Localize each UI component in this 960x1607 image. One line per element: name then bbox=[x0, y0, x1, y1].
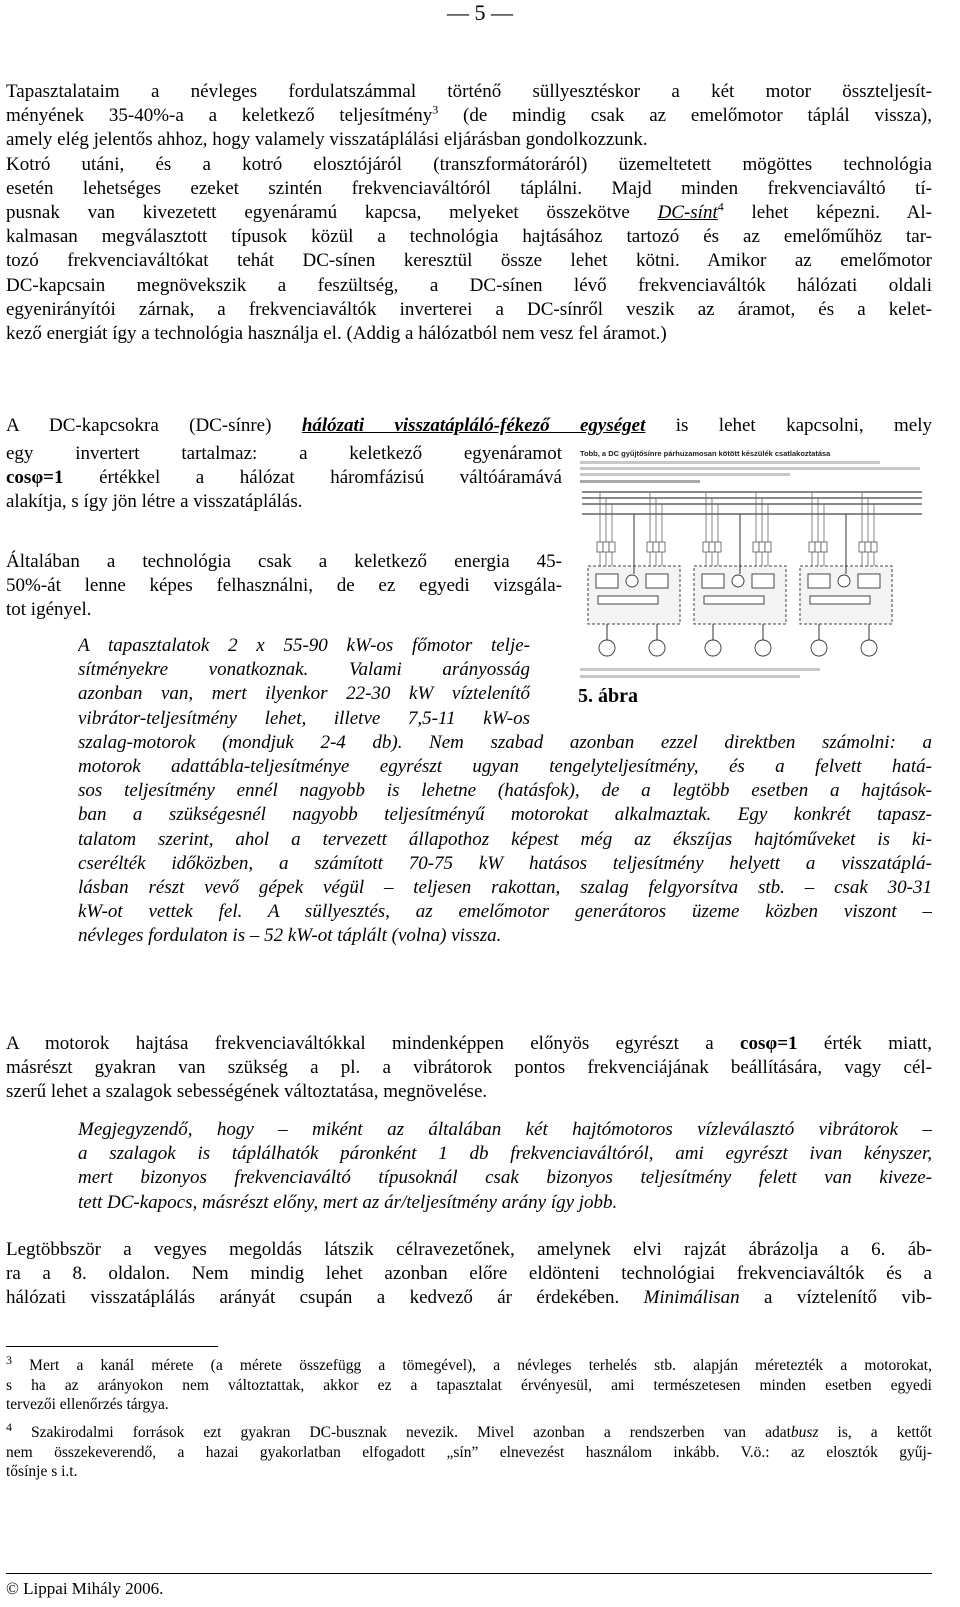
figure-header-lines bbox=[580, 461, 920, 483]
figure-title: Tobb, a DC gyűjtősínre párhuzamosan kötött készülék csatlakoztatása bbox=[580, 449, 831, 458]
paragraph-7 bbox=[6, 1238, 932, 1311]
text-line: tősínje s i.t. bbox=[6, 1463, 78, 1480]
text-line: Általában a technológia csak a keletkező energia 45- bbox=[6, 551, 562, 572]
text-line: sítményekre vonatkoznak. Valami arányosság bbox=[78, 659, 530, 681]
copyright-footer: © Lippai Mihály 2006. bbox=[6, 1579, 164, 1598]
text-line: sos teljesítmény ennél nagyobb is lehetne (hatásfok), de a legtöbb esetben a hajtások- bbox=[78, 780, 932, 802]
text-line: Tapasztalataim a névleges fordulatszámmal történő süllyesztéskor a két motor összteljesít- bbox=[6, 81, 932, 102]
text-line: ményének 35-40%-a a keletkező teljesítmény$^3$ (de mindig csak az emelőmotor táplál vissza), bbox=[6, 104, 932, 127]
footer-divider bbox=[6, 1573, 932, 1574]
emphasis-term: hálózati visszatápláló-fékező egységet bbox=[301, 415, 646, 436]
motor-symbols bbox=[599, 640, 877, 656]
text-line: kW-ot vettek fel. A süllyesztés, az emelőmotor generátoros üzeme közben viszont – bbox=[78, 901, 932, 923]
text-line: A tapasztalatok 2 x 55-90 kW-os főmotor telje- bbox=[78, 635, 530, 656]
paragraph-6 bbox=[78, 1118, 932, 1215]
text-line: pusnak van kivezetett egyenáramú kapcsa, melyeket összekötve DC-sínt$^4$ lehet képezni. Al- bbox=[6, 201, 932, 224]
footnote-number-3: 3 bbox=[6, 1356, 12, 1367]
text-line: DC-kapcsain megnövekszik a feszültség, a DC-sínen lévő frekvenciaváltók hálózati oldali bbox=[6, 274, 932, 296]
figure-legend-lines bbox=[580, 668, 820, 678]
figure-caption: 5. ábra bbox=[578, 685, 638, 707]
footnote-ref-4: 4 bbox=[717, 201, 724, 214]
text-line: szalag-motorok (mondjuk 2-4 db). Nem szabad azonban ezzel direktben számolni: a bbox=[78, 731, 932, 753]
text-line: alakítja, s így jön létre a visszatáplálás. bbox=[6, 491, 303, 513]
text-line: kalmasan megválasztott típusok közül a technológia hajtásához tartozó és az emelőműhöz tar- bbox=[6, 226, 932, 248]
text-line: vibrátor-teljesítmény lehet, illetve 7,5-11 kW-os bbox=[78, 707, 530, 729]
text-line: tot igényel. bbox=[6, 599, 92, 621]
text-line: ban a szükségesnél nagyobb teljesítményű motorokat alkalmaztak. Egy konkrét tapasz- bbox=[78, 804, 932, 826]
text-line: egy invertert tartalmaz: a keletkező egyenáramot bbox=[6, 443, 562, 464]
text-line: motorok adattábla-teljesítménye egyrészt ugyan tengelyteljesítmény, és a felvett hatá- bbox=[78, 756, 932, 778]
text-line: cosφ=1 értékkel a hálózat háromfázisú váltóáramává bbox=[6, 467, 562, 489]
text-line: névleges fordulaton is – 52 kW-ot táplált (volna) vissza. bbox=[78, 925, 502, 947]
text-line: Legtöbbször a vegyes megoldás látszik célravezetőnek, amelynek elvi rajzát ábrázolja a 6. áb- bbox=[6, 1239, 932, 1260]
text-line: tozó frekvenciaváltókat tehát DC-sínen keresztül össze lehet kötni. Amikor az emelőmotor bbox=[6, 250, 932, 272]
text-line: másrészt gyakran van szükség a pl. a vibrátorok pontos frekvenciájának beállítására, vagy cél- bbox=[6, 1057, 932, 1079]
footnote-ref-3: 3 bbox=[432, 104, 439, 117]
dc-sin-term: DC-sínt bbox=[657, 202, 718, 224]
text-line: Kotró utáni, és a kotró elosztójáról (transzformátoráról) üzemeltetett mögöttes technológia bbox=[6, 153, 932, 175]
text-line: A DC-kapcsokra (DC-sínre) hálózati visszatápláló-fékező egységet is lehet kapcsolni, mely bbox=[6, 415, 932, 436]
text-line: Megjegyzendő, hogy – miként az általában két hajtómotoros vízleválasztó vibrátorok – bbox=[78, 1119, 932, 1140]
paragraph-2 bbox=[6, 414, 932, 438]
dc-bus-diagram bbox=[576, 446, 932, 686]
text-line: $^3$ Mert a kanál mérete (a mérete összefügg a tömegével), a névleges terhelés stb. alapján méretezték a motorokat, bbox=[6, 1356, 932, 1376]
busbar-lines bbox=[582, 492, 922, 514]
footnote-divider bbox=[6, 1346, 218, 1347]
text-line: lásban részt vevő gépek végül – teljesen rakottan, szalag felgyorsítva stb. – csak 30-31 bbox=[78, 877, 932, 899]
footnote-3 bbox=[6, 1356, 932, 1415]
text-line: szerű lehet a szalagok sebességének változtatása, megnövelése. bbox=[6, 1081, 488, 1103]
text-line: s ha az arányokon nem változtattak, akkor ez a tapasztalat érvényesül, ami természetesen minden esetben egyedi bbox=[6, 1376, 932, 1394]
text-line: hálózati visszatáplálás arányát csupán a kedvező ár érdekében. Minimálisan a víztelenítő vib- bbox=[6, 1287, 932, 1309]
paragraph-5 bbox=[6, 1032, 932, 1105]
text-line: tervezői ellenőrzés tárgya. bbox=[6, 1396, 169, 1413]
text-line: talatom szerint, ahol a tervezett állapothoz képest még az ékszíjas hajtóműveket is ki- bbox=[78, 828, 932, 850]
text-line: cserélték időközben, a számított 70-75 kW hatásos teljesítmény helyett a visszatáplá- bbox=[78, 852, 932, 874]
text-line: esetén lehetséges ezeket szintén frekvenciaváltóról táplálni. Majd minden frekvenciaváltó tí- bbox=[6, 177, 932, 199]
text-line: nem összekeverendő, a hazai gyakorlatban elfogadott „sín” elnevezést használom inkább. V.ö.: az elosztók gyűj- bbox=[6, 1443, 932, 1461]
page-number: — 5 — bbox=[447, 0, 513, 25]
text-line: amely elég jelentős ahhoz, hogy valamely visszatáplálási eljárásban gondolkozzunk. bbox=[6, 129, 648, 151]
text-line: kező energiát így a technológia használja el. (Addig a hálózatból nem vesz fel áramot.) bbox=[6, 323, 667, 345]
text-line: mert bizonyos frekvenciaváltó típusoknál csak bizonyos teljesítmény felett van kiveze- bbox=[78, 1167, 932, 1189]
frequency-converter-units bbox=[588, 492, 892, 640]
text-line: egyenirányítói zárnak, a frekvenciaváltók inverterei a DC-sínről veszik az áramot, és a kelet- bbox=[6, 298, 932, 320]
text-line: $^4$ Szakirodalmi források ezt gyakran DC-busznak nevezik. Mivel azonban a rendszerben van adatbusz is, a kettőt bbox=[6, 1423, 932, 1443]
footnote-4 bbox=[6, 1423, 932, 1482]
text-line: A motorok hajtása frekvenciaváltókkal mindenképpen előnyös egyrészt a cosφ=1 érték miatt, bbox=[6, 1033, 932, 1054]
paragraph-1 bbox=[6, 80, 932, 346]
text-line: 50%-át lenne képes felhasználni, de ez egyedi vizsgála- bbox=[6, 575, 562, 597]
footnote-number-4: 4 bbox=[6, 1423, 12, 1434]
text-line: azonban van, mert ilyenkor 22-30 kW víztelenítő bbox=[78, 683, 530, 705]
figure-dc-bus-diagram bbox=[576, 446, 932, 686]
text-line: a szalagok is táplálhatók páronként 1 db frekvenciaváltóról, ami egyrészt ivan kényszer, bbox=[78, 1143, 932, 1165]
text-line: tett DC-kapocs, másrészt előny, mert az ár/teljesítmény arány így jobb. bbox=[78, 1191, 618, 1213]
text-line: ra a 8. oldalon. Nem mindig lehet azonban előre eldönteni technológiai frekvenciaváltók és a bbox=[6, 1263, 932, 1285]
